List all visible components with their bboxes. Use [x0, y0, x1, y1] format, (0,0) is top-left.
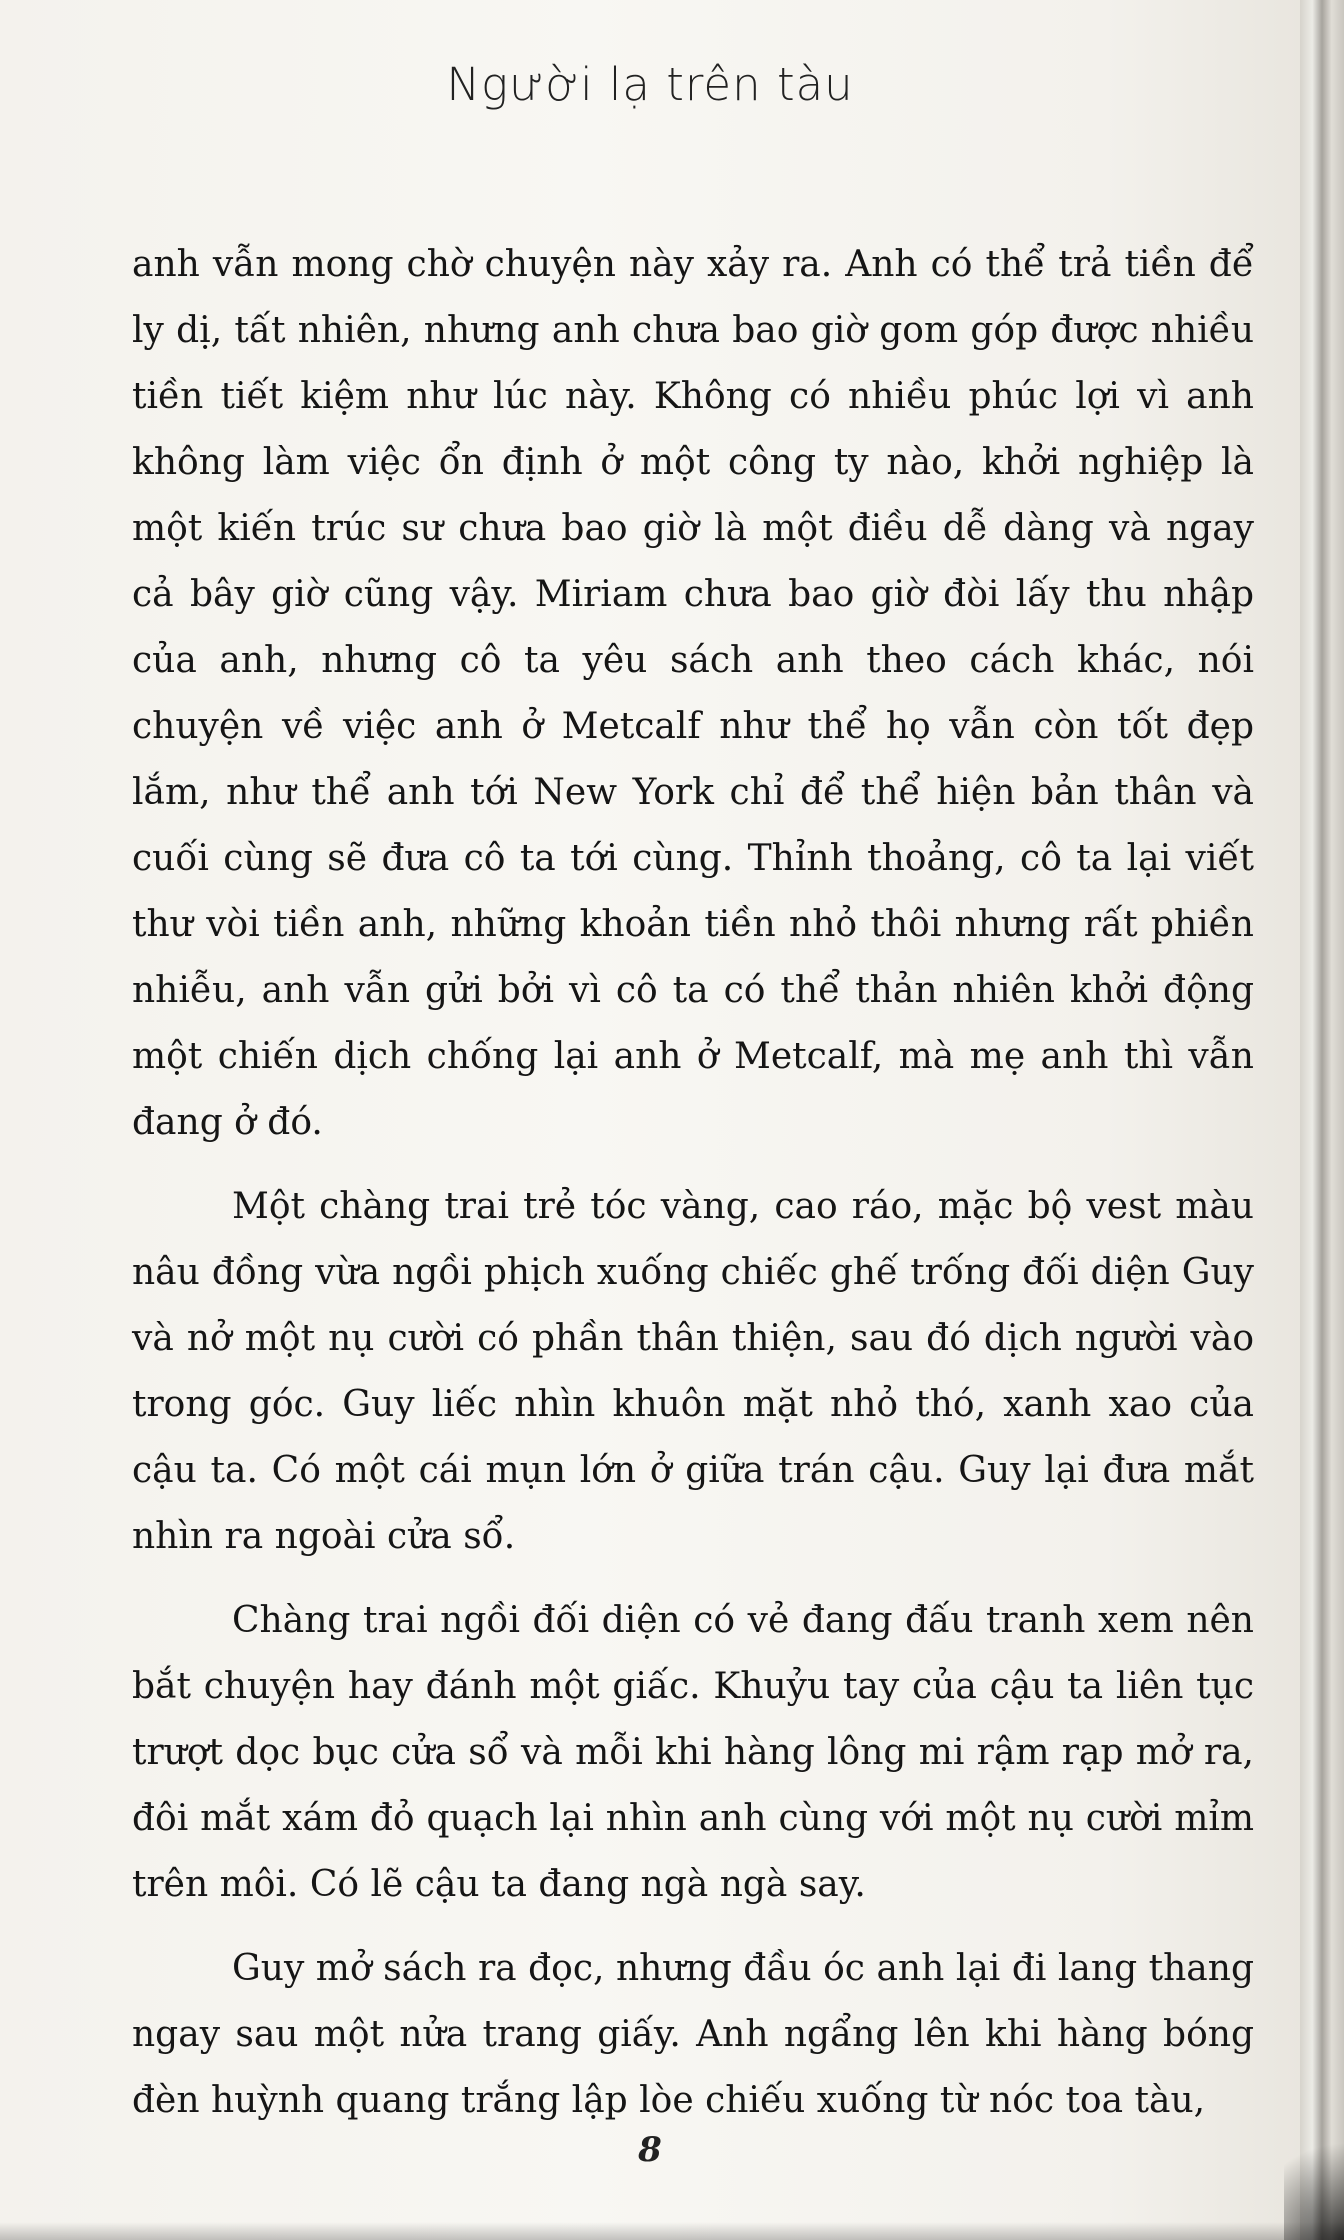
bottom-shadow [0, 2222, 1344, 2240]
body-text [132, 232, 1254, 2134]
running-head: Người lạ trên tàu [446, 58, 854, 111]
page-edge [1300, 0, 1344, 2240]
paragraph-sitting-opposite: Chàng trai ngồi đối diện có vẻ đang đấu tranh xem nên bắt chuyện hay đánh một giấc. Khuỷu tay của cậu ta liên tục trượt dọc bục cửa sổ và mỗi khi hàng lông mi rậm rạp mở ra, đôi mắt xám đỏ quạch lại nhìn anh cùng với một nụ cười mỉm trên môi. Có lẽ cậu ta đang ngà ngà say. [132, 1600, 1254, 1905]
paragraph-young-man: Một chàng trai trẻ tóc vàng, cao ráo, mặc bộ vest màu nâu đồng vừa ngồi phịch xuống chiếc ghế trống đối diện Guy và nở một nụ cười có phần thân thiện, sau đó dịch người vào trong góc. Guy liếc nhìn khuôn mặt nhỏ thó, xanh xao của cậu ta. Có một cái mụn lớn ở giữa trán cậu. Guy lại đưa mắt nhìn ra ngoài cửa sổ. [132, 1186, 1254, 1557]
page-number: 8 [638, 2130, 662, 2170]
paragraph-guy-reading: Guy mở sách ra đọc, nhưng đầu óc anh lại đi lang thang ngay sau một nửa trang giấy. Anh ngẩng lên khi hàng bóng đèn huỳnh quang trắng lập lòe chiếu xuống từ nóc toa tàu, [132, 1948, 1254, 2121]
corner-shadow [1284, 2120, 1344, 2240]
paragraph-continuation: anh vẫn mong chờ chuyện này xảy ra. Anh có thể trả tiền để ly dị, tất nhiên, nhưng anh chưa bao giờ gom góp được nhiều tiền tiết kiệm như lúc này. Không có nhiều phúc lợi vì anh không làm việc ổn định ở một công ty nào, khởi nghiệp là một kiến trúc sư chưa bao giờ là một điều dễ dàng và ngay cả bây giờ cũng vậy. Miriam chưa bao giờ đòi lấy thu nhập của anh, nhưng cô ta yêu sách anh theo cách khác, nói chuyện về việc anh ở Metcalf như thể họ vẫn còn tốt đẹp lắm, như thể anh tới New York chỉ để thể hiện bản thân và cuối cùng sẽ đưa cô ta tới cùng. Thỉnh thoảng, cô ta lại viết thư vòi tiền anh, những khoản tiền nhỏ thôi nhưng rất phiền nhiễu, anh vẫn gửi bởi vì cô ta có thể thản nhiên khởi động một chiến dịch chống lại anh ở Metcalf, mà mẹ anh thì vẫn đang ở đó. [132, 244, 1254, 1143]
